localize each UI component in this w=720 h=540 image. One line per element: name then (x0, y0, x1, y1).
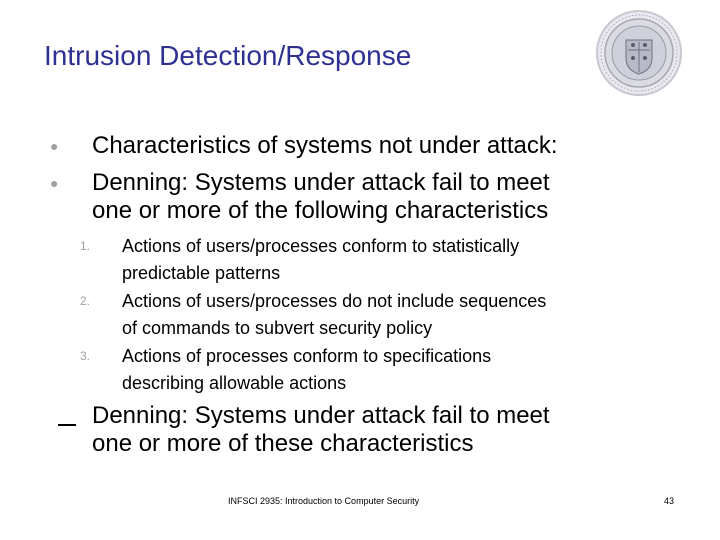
slide-title: Intrusion Detection/Response (44, 40, 412, 71)
list-number: 2. (80, 294, 91, 308)
numbered-line: Actions of users/processes conform to statistically (122, 236, 520, 256)
numbered-line: predictable patterns (122, 263, 281, 283)
numbered-line: of commands to subvert security policy (122, 318, 433, 338)
sub-bullet-line: one or more of these characteristics (92, 430, 474, 457)
page-number: 43 (664, 496, 675, 506)
dash-icon (58, 424, 76, 426)
numbered-line: Actions of users/processes do not include sequences (122, 291, 547, 311)
bullet-line: Characteristics of systems not under attack: (92, 132, 558, 159)
numbered-line: Actions of processes conform to specifications (122, 346, 492, 366)
numbered-item-3 (122, 343, 491, 397)
bullet-icon: ● (50, 175, 59, 191)
bullet-icon: ● (50, 138, 59, 154)
numbered-line: describing allowable actions (122, 373, 347, 393)
list-number: 1. (80, 239, 91, 253)
bullet-item-2 (92, 169, 550, 225)
numbered-item-2 (122, 288, 546, 342)
university-seal-logo (594, 8, 684, 98)
footer-text: INFSCI 2935: Introduction to Computer Security (228, 496, 420, 506)
bullet-line: one or more of the following characteristics (92, 197, 549, 224)
sub-bullet-item (92, 402, 550, 458)
sub-bullet-line: Denning: Systems under attack fail to meet (92, 402, 550, 429)
bullet-item-1 (92, 132, 558, 160)
numbered-item-1 (122, 233, 519, 287)
list-number: 3. (80, 349, 91, 363)
bullet-line: Denning: Systems under attack fail to meet (92, 169, 550, 196)
